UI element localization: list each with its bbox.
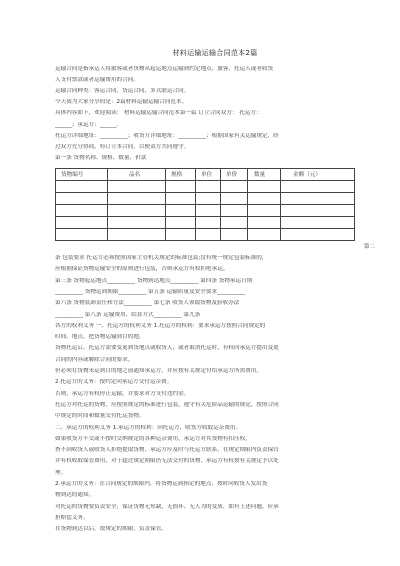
table-border [107,168,108,241]
goods-table [55,168,375,248]
text-line: 担赔偿义务。 [55,514,89,521]
text-line: 查不到收货人或收货人拒绝提取货物，承运方应及时与托运方联系，在规定期限内负责保管 [55,447,279,454]
table-border [55,216,355,217]
table-border [247,168,248,241]
table-border [195,168,196,241]
table-header-cell: 规格 [171,172,183,178]
text-line: 理。 [55,469,67,476]
text-line: 中规定的时间和数量交付托运货物。 [55,413,145,420]
text-line: 具体内容如下，欢迎阅读： 材料运输运输合同范本第一篇 订立合同双方： 托运方： [55,110,262,117]
text-line: 但必须在货物未运到目的地之前通知承运方，并应按有关规定付给承运方所需费用。 [55,368,262,374]
text-line: 货物托运后，托运方需要变更到货地点或收货人，或者取消托运时，有权向承运方提出变更 [55,345,279,352]
text-line: 否则，承运方有权停止运输，并要求对方支付违约金。 [55,390,190,397]
text-line: 时间、地点，把货物运输到目的地。 [55,334,145,341]
text-line: 条 包装要求 托运方必须按照国家主管机关规定的标准包装;没有统一规定包装标准的， [55,255,268,261]
table-header-cell: 数量 [254,172,266,178]
text-line: 在货物到达以后，按规定的期限，负责保管。 [55,526,167,533]
text-line: 物到达的通知。 [55,492,95,499]
table-border [55,192,355,193]
table-border [55,228,355,229]
table-border [280,168,281,241]
table-border [55,180,355,181]
text-line: 如果收货方不交或不按时交纳规定的各种运杂费用，承运方对其货物有扣压权。 [55,435,251,442]
table-border [165,168,166,241]
text-line: 运输合同种类：客运合同、货运合同、多式联运合同。 [55,88,190,95]
table-border [55,240,355,241]
table-border [354,168,355,241]
table-border [55,168,355,169]
table-header-cell: 品名 [129,172,141,178]
text-line: 对托运的货物要负责安全，保证货物无短缺、无损坏、无人为的变质，如有上述问题，应承 [55,503,279,510]
table-trailing-text: 第二 [363,244,375,250]
text-line: 2.托运方的义务：按约定向承运方交付运杂费。 [55,379,173,386]
text-line: 托运方详细地址：__________；收货方详细地址：__________；根据国家有关运输规定，经 [55,132,279,139]
text-line: 第六条 货物装卸责任和方法__________ 第七条 收货人领取货物及验收办法 [55,300,240,307]
text-line: 今天我为大家分享的是：2篇材料运输运输合同范本。 [55,99,188,106]
document-title: 材料运输运输合同范本2篇 [172,49,258,57]
table-border [55,168,56,241]
text-line: 2.承运方的义务：在合同规定的期限内，将货物运到指定的地点，按时向收货人发出货 [55,481,268,487]
table-header-cell: 货物编号 [61,172,84,178]
text-line: 应根据保证货物运输安全的原则进行包装，否则承运方有权拒绝承运。 [55,266,229,273]
text-line: 各方的权利义务 一、托运方的权利义务 1.托运方的权利：要求承运方按照合同规定的 [55,322,266,329]
text-line: ______；承运方：______。 [55,121,123,128]
text-line: 第三条 货物起运地点__________ 货物到达地点__________ 第四条 货物承运日期 [55,277,253,284]
table-header-cell: 单位 [201,172,213,178]
text-line: __________ 货物运到期限__________ 第五条 运输质量及安全要求__________ [55,288,245,295]
table-header-cell: 金额（元） [293,172,321,178]
text-line: 运输合同是指承运人将旅客或者货物从起运地点运输到约定地点，旅客、托运人或者收货 [55,66,274,72]
text-line: 第一条 货物名称、规格、数量、价款 [55,154,147,161]
text-line: 人支付票款或者运输费用的合同。 [55,77,139,84]
text-line: 并有权收取保管费用，对于超过规定期限仍无法交付的货物，承运方有权按有关规定予以处 [55,458,279,465]
table-border [220,168,221,241]
text-line: 过双方充分协商，特订立本合同，以便双方共同遵守。 [55,143,190,150]
table-border [55,204,355,205]
text-line: 托运方对托运的货物，应按照规定的标准进行包装，遵守有关危险品运输的规定，按照合同 [55,401,279,408]
text-line: __________ 第八条 运输费用、结算方式__________ 第九条 [55,311,201,318]
table-header-cell: 单价 [226,172,238,178]
text-line: 二、承运方的权利义务 1.承运方的权利：向托运方、收货方收取运杂费用。 [55,424,242,431]
text-line: 合同的内容或解除合同的要求。 [55,356,134,363]
